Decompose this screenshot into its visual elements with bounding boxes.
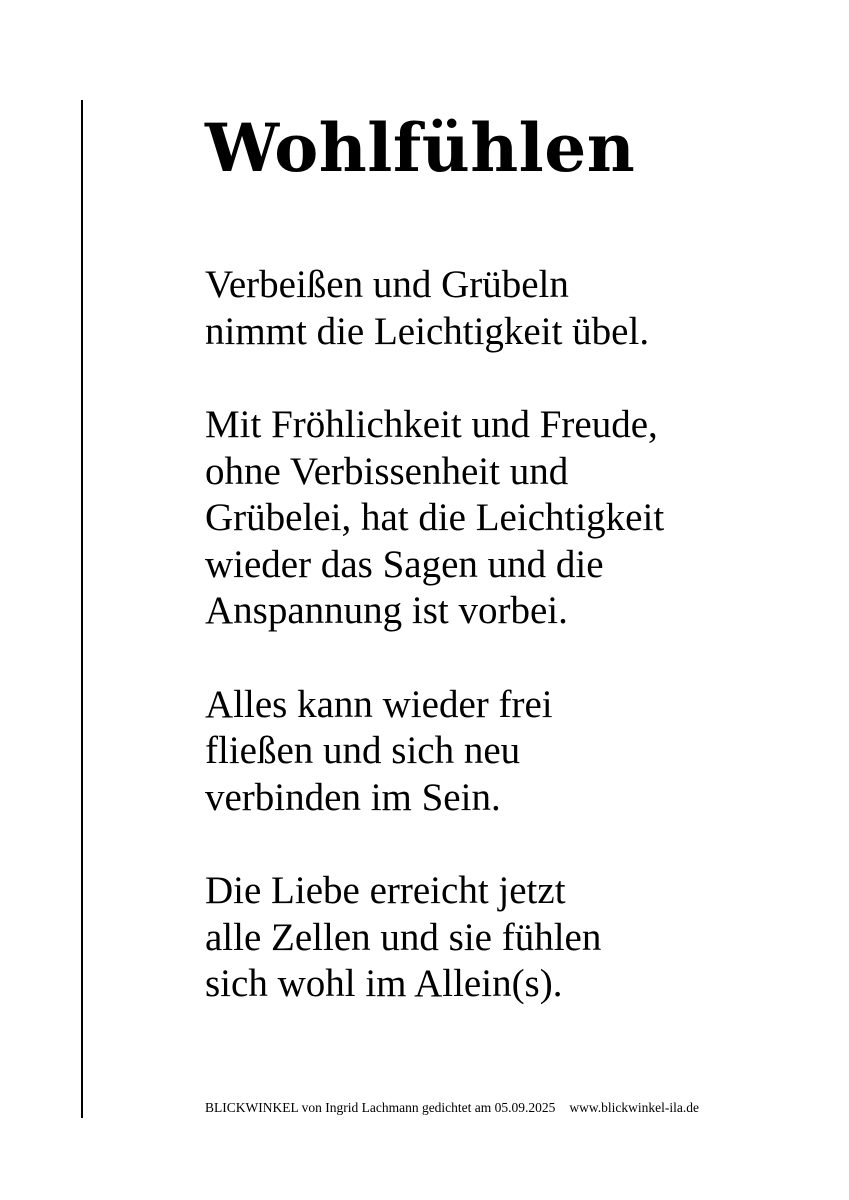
- poem-line: alle Zellen und sie fühlen: [205, 915, 602, 959]
- poem-line: wieder das Sagen und die: [205, 542, 604, 586]
- poem-title: Wohlfühlen: [205, 109, 636, 187]
- poem-line: verbinden im Sein.: [205, 775, 501, 819]
- poem-line: Alles kann wieder frei: [205, 682, 553, 726]
- poem-line: Die Liebe erreicht jetzt: [205, 869, 566, 912]
- poem-line: nimmt die Leichtigkeit übel.: [205, 309, 650, 353]
- poem-line: Mit Fröhlichkeit und Freude,: [205, 403, 658, 446]
- poem-line: Anspannung ist vorbei.: [205, 589, 568, 632]
- poem-line: fließen und sich neu: [205, 729, 521, 772]
- stanza-2: [205, 402, 805, 635]
- poem-line: ohne Verbissenheit und: [205, 449, 569, 493]
- poem-line: Verbeißen und Grübeln: [205, 263, 569, 306]
- poem-line: Grübelei, hat die Leichtigkeit: [205, 496, 665, 539]
- footer-url: www.blickwinkel-ila.de: [569, 1100, 700, 1115]
- stanza-1: [205, 262, 805, 355]
- footer-credit: BLICKWINKEL von Ingrid Lachmann gedichtet am 05.09.2025: [205, 1100, 556, 1115]
- poem-body: [205, 262, 805, 1055]
- stanza-4: [205, 868, 805, 1008]
- margin-rule: [81, 100, 83, 1118]
- footer: [205, 1099, 699, 1117]
- poem-line: sich wohl im Allein(s).: [205, 962, 563, 1005]
- stanza-3: [205, 682, 805, 822]
